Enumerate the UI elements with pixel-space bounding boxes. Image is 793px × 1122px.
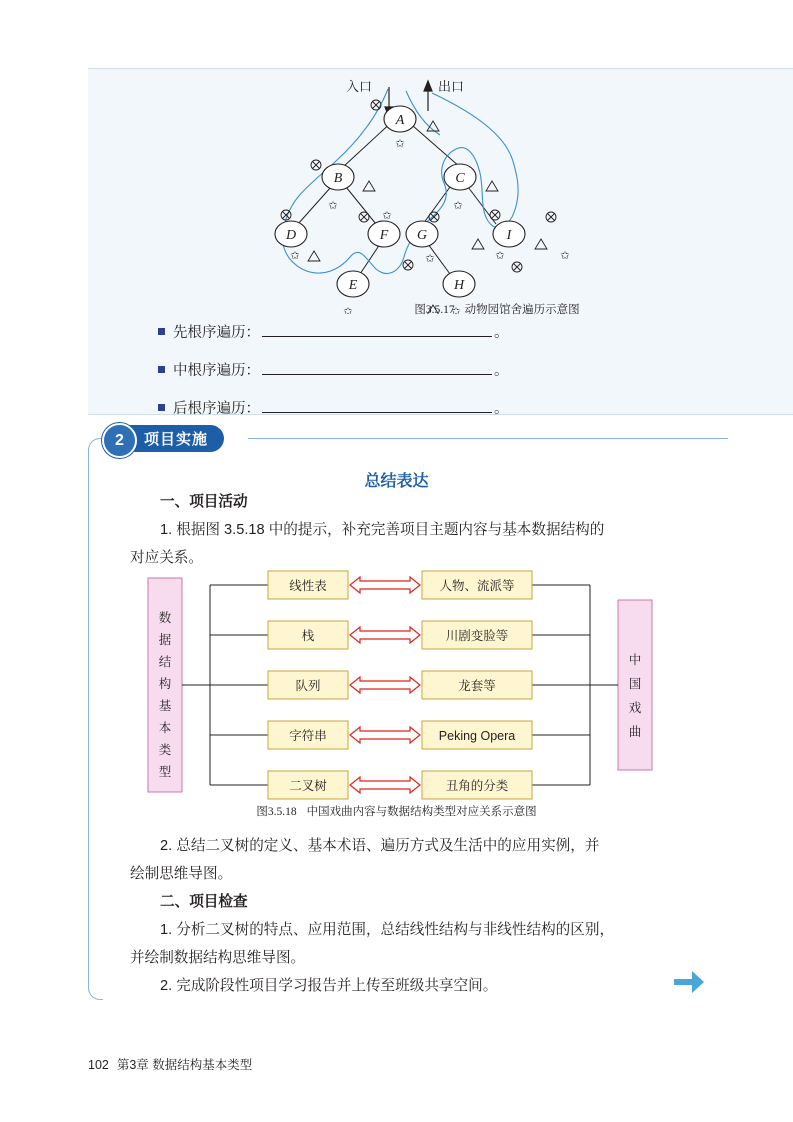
exit-label: 出口 bbox=[438, 79, 465, 94]
top-figure-panel bbox=[88, 68, 793, 415]
svg-text:D: D bbox=[285, 228, 297, 243]
svg-text:类: 类 bbox=[158, 743, 172, 757]
paragraph-3-line-1: 1. 分析二叉树的特点、应用范围，总结线性结构与非线性结构的区别， bbox=[160, 922, 615, 938]
right-item-3: Peking Opera bbox=[438, 729, 516, 743]
preorder-period: 。 bbox=[494, 325, 509, 341]
svg-text:✩: ✩ bbox=[343, 305, 353, 314]
square-bullet-icon bbox=[158, 404, 165, 411]
binary-tree-traversal-figure bbox=[88, 69, 708, 314]
mapping-caption-text: 中国戏曲内容与数据结构类型对应关系示意图 bbox=[306, 806, 537, 818]
svg-text:据: 据 bbox=[158, 633, 172, 647]
svg-text:✩: ✩ bbox=[382, 209, 392, 222]
preorder-answer-blank[interactable] bbox=[262, 324, 492, 337]
svg-text:国: 国 bbox=[628, 677, 642, 691]
entry-label: 入口 bbox=[346, 79, 373, 94]
inorder-answer-blank[interactable] bbox=[262, 362, 492, 375]
heading-project-activity: 一、项目活动 bbox=[160, 494, 248, 510]
top-figure-caption-number: 图3.5.17 bbox=[414, 304, 455, 316]
right-item-1: 川剧变脸等 bbox=[445, 629, 509, 643]
header-rule bbox=[248, 438, 728, 439]
top-figure-caption-text: 动物园馆舍遍历示意图 bbox=[464, 304, 580, 316]
preorder-label: 先根序遍历： bbox=[173, 325, 260, 341]
chapter-title: 第3章 数据结构基本类型 bbox=[116, 1058, 253, 1072]
svg-text:✩: ✩ bbox=[425, 252, 435, 265]
svg-text:型: 型 bbox=[158, 765, 172, 779]
list-item bbox=[158, 397, 678, 418]
svg-text:C: C bbox=[455, 171, 465, 186]
mapping-caption-number: 图3.5.18 bbox=[256, 806, 297, 818]
page-number: 102 bbox=[88, 1058, 109, 1072]
svg-text:数: 数 bbox=[158, 611, 172, 625]
page-footer bbox=[88, 1055, 252, 1073]
list-item bbox=[158, 321, 678, 342]
svg-text:H: H bbox=[453, 278, 465, 293]
top-figure-caption bbox=[88, 301, 793, 317]
postorder-period: 。 bbox=[494, 401, 509, 417]
svg-text:B: B bbox=[333, 171, 343, 186]
right-item-4: 丑角的分类 bbox=[445, 779, 509, 793]
left-item-0: 线性表 bbox=[289, 579, 327, 593]
paragraph-1-line-2: 对应关系。 bbox=[130, 550, 203, 566]
svg-text:✩: ✩ bbox=[290, 249, 300, 262]
traversal-answer-list bbox=[158, 321, 678, 435]
svg-text:✩: ✩ bbox=[451, 305, 461, 314]
svg-text:F: F bbox=[379, 228, 389, 243]
left-item-3: 字符串 bbox=[289, 729, 327, 743]
paragraph-4: 2. 完成阶段性项目学习报告并上传至班级共享空间。 bbox=[160, 978, 498, 994]
svg-text:基: 基 bbox=[158, 699, 172, 713]
svg-text:E: E bbox=[348, 278, 358, 293]
section-badge-number: 2 bbox=[102, 423, 137, 458]
heading-project-check: 二、项目检查 bbox=[160, 894, 248, 910]
inorder-label: 中根序遍历： bbox=[173, 363, 260, 379]
paragraph-2-line-1: 2. 总结二叉树的定义、基本术语、遍历方式及生活中的应用实例，并 bbox=[160, 838, 600, 854]
list-item bbox=[158, 359, 678, 380]
left-item-4: 二叉树 bbox=[289, 779, 327, 793]
pointing-arrow-icon bbox=[672, 966, 706, 996]
right-item-0: 人物、流派等 bbox=[439, 579, 515, 593]
left-item-1: 栈 bbox=[301, 629, 315, 643]
svg-text:✩: ✩ bbox=[328, 199, 338, 212]
svg-text:构: 构 bbox=[158, 677, 172, 691]
svg-text:✩: ✩ bbox=[560, 249, 570, 262]
svg-text:戏: 戏 bbox=[628, 701, 642, 715]
mapping-figure-caption bbox=[0, 803, 793, 819]
svg-text:本: 本 bbox=[158, 721, 172, 735]
paragraph-1-line-1: 1. 根据图 3.5.18 中的提示，补充完善项目主题内容与基本数据结构的 bbox=[160, 522, 605, 538]
right-item-2: 龙套等 bbox=[458, 679, 496, 693]
left-item-2: 队列 bbox=[295, 679, 321, 693]
svg-text:I: I bbox=[506, 228, 512, 243]
paragraph-2-line-2: 绘制思维导图。 bbox=[130, 866, 233, 882]
svg-text:G: G bbox=[416, 228, 428, 243]
section-header bbox=[88, 425, 728, 459]
section-badge-label: 项目实施 bbox=[144, 431, 209, 448]
svg-text:A: A bbox=[395, 113, 405, 128]
svg-text:✩: ✩ bbox=[453, 199, 463, 212]
mapping-figure bbox=[120, 560, 680, 810]
postorder-label: 后根序遍历： bbox=[173, 401, 260, 417]
section-left-bracket bbox=[88, 438, 103, 1000]
inorder-period: 。 bbox=[494, 363, 509, 379]
svg-text:✩: ✩ bbox=[395, 137, 405, 150]
svg-text:曲: 曲 bbox=[628, 725, 642, 739]
postorder-answer-blank[interactable] bbox=[262, 400, 492, 413]
svg-text:中: 中 bbox=[628, 653, 642, 667]
square-bullet-icon bbox=[158, 328, 165, 335]
svg-text:结: 结 bbox=[158, 655, 172, 669]
paragraph-3-line-2: 并绘制数据结构思维导图。 bbox=[130, 950, 306, 966]
square-bullet-icon bbox=[158, 366, 165, 373]
svg-text:✩: ✩ bbox=[495, 249, 505, 262]
section-subtitle: 总结表达 bbox=[364, 473, 429, 490]
